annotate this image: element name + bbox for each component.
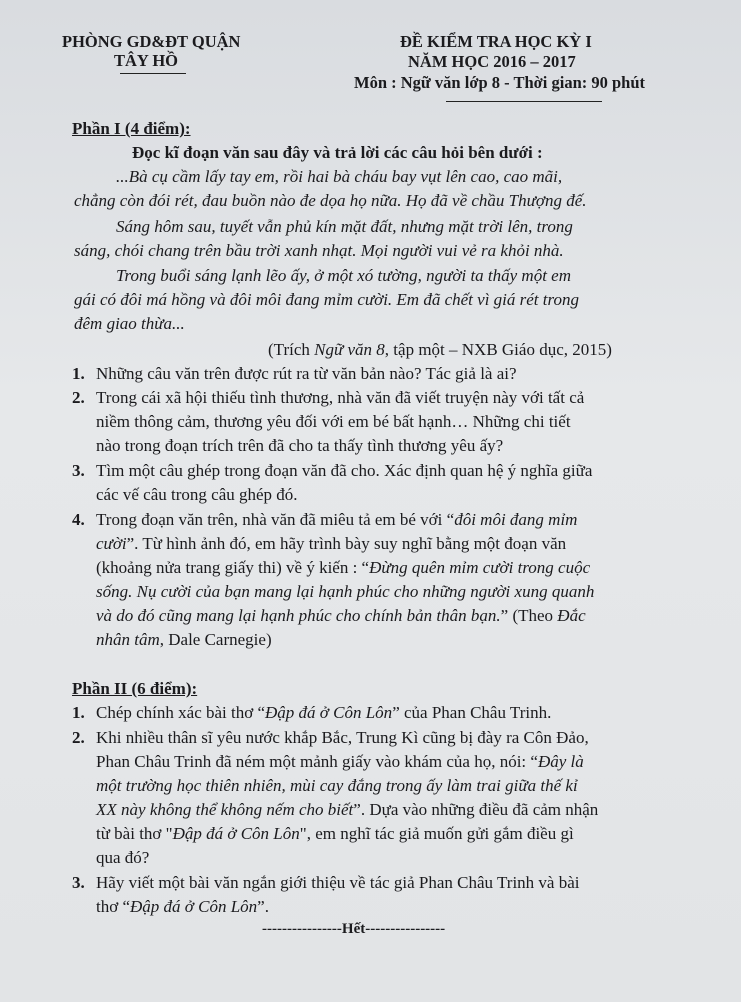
question-text: [96, 558, 590, 578]
question-text: Tìm một câu ghép trong đoạn văn đã cho. Xác định quan hệ ý nghĩa giữa: [96, 461, 593, 480]
question-text: Trong cái xã hội thiếu tình thương, nhà văn đã viết truyện này với tất cả: [96, 388, 585, 407]
passage-line: Trong buổi sáng lạnh lẽo ấy, ở một xó tường, người ta thấy một em: [116, 266, 572, 285]
passage-line: ...Bà cụ cầm lấy tay em, rồi hai bà cháu bay vụt lên cao, cao mãi,: [116, 167, 563, 186]
part2-heading: Phần II (6 điểm):: [72, 679, 198, 698]
question-text: [96, 630, 272, 650]
p2q2-quote: Đây là: [537, 752, 584, 771]
p2q3-text: ”.: [257, 897, 269, 916]
org-line1: PHÒNG GD&ĐT QUẬN: [62, 32, 241, 51]
question-text: [96, 897, 269, 917]
p2q2-text: Phan Châu Trinh đã ném một mảnh giấy vào khám của họ, nói: “: [96, 752, 538, 771]
exam-title: ĐỀ KIỂM TRA HỌC KỲ I: [400, 32, 592, 51]
question-number: 1.: [72, 364, 85, 383]
p2q3-text: thơ “: [96, 897, 131, 916]
p2q3-poem-title: Đập đá ở Côn Lôn: [130, 897, 258, 916]
question-text: Những câu văn trên được rút ra từ văn bản nào? Tác giả là ai?: [96, 364, 517, 383]
subject-underline: [446, 101, 602, 102]
passage-line: sáng, chói chang trên bầu trời xanh nhạt. Mọi người vui vẻ ra khỏi nhà.: [74, 241, 564, 260]
citation: [268, 340, 612, 360]
school-year: NĂM HỌC 2016 – 2017: [408, 52, 576, 71]
passage-line: đêm giao thừa...: [74, 314, 185, 333]
question-text: Khi nhiều thân sĩ yêu nước khắp Bắc, Trung Kì cũng bị đày ra Côn Đảo,: [96, 728, 589, 747]
question-text: Hãy viết một bài văn ngắn giới thiệu về tác giả Phan Châu Trinh và bài: [96, 873, 580, 892]
passage-line: chẳng còn đói rét, đau buồn nào đe dọa họ nữa. Họ đã về chầu Thượng đế.: [74, 191, 587, 210]
p2q2-text: ”. Dựa vào những điều đã cảm nhận: [353, 800, 599, 819]
question-number: 1.: [72, 703, 85, 722]
q4-quote: Đừng quên mỉm cười trong cuộc: [369, 558, 591, 577]
q4-text: , Dale Carnegie): [159, 630, 272, 649]
part1-heading: Phần I (4 điểm):: [72, 119, 191, 138]
passage-line: gái có đôi má hồng và đôi môi đang mỉm cười. Em đã chết vì giá rét trong: [74, 290, 579, 309]
question-text: [96, 510, 577, 530]
citation-pre: (Trích: [268, 340, 315, 359]
org-underline: [120, 73, 186, 74]
question-text: [96, 534, 566, 554]
passage-line: Sáng hôm sau, tuyết vẫn phủ kín mặt đất, nhưng mặt trời lên, trong: [116, 217, 573, 236]
question-text: [96, 800, 598, 820]
question-number: 3.: [72, 873, 85, 892]
q4-quote: nhân tâm: [96, 630, 160, 649]
p2q1-poem-title: Đập đá ở Côn Lôn: [265, 703, 393, 722]
citation-post: , tập một – NXB Giáo dục, 2015): [384, 340, 612, 359]
p2q2-text: từ bài thơ ": [96, 824, 173, 843]
p2q2-quote: XX này không thể không nếm cho biết: [96, 800, 354, 819]
q4-quote: và do đó cũng mang lại hạnh phúc cho chính bản thân bạn.: [96, 606, 501, 625]
question-text: một trường học thiên nhiên, mùi cay đắng trong ấy làm trai giữa thế kỉ: [96, 776, 578, 795]
question-text: niềm thông cảm, thương yêu đối với em bé bất hạnh… Những chi tiết: [96, 412, 571, 431]
question-text: [96, 824, 574, 844]
question-number: 3.: [72, 461, 85, 480]
p2q1-text: ” của Phan Châu Trinh.: [392, 703, 552, 722]
question-text: [96, 703, 551, 723]
question-text: qua đó?: [96, 848, 150, 867]
q4-quote: cười: [96, 534, 127, 553]
q4-text: ”. Từ hình ảnh đó, em hãy trình bày suy nghĩ bằng một đoạn văn: [126, 534, 567, 553]
q4-text: Trong đoạn văn trên, nhà văn đã miêu tả em bé với “: [96, 510, 455, 529]
citation-book: Ngữ văn 8: [314, 340, 385, 359]
question-number: 2.: [72, 388, 85, 407]
question-text: [96, 606, 586, 626]
question-text: [96, 752, 584, 772]
q4-text: (khoảng nửa trang giấy thi) về ý kiến : “: [96, 558, 370, 577]
subject-line: Môn : Ngữ văn lớp 8 - Thời gian: 90 phút: [354, 73, 646, 92]
question-text: nào trong đoạn trích trên đã cho ta thấy tình thương yêu ấy?: [96, 436, 504, 455]
end-marker: ----------------Hết----------------: [262, 921, 446, 937]
q4-text: ” (Theo: [500, 606, 558, 625]
p2q2-poem-title: Đập đá ở Côn Lôn: [172, 824, 300, 843]
p2q2-text: ", em nghĩ tác giả muốn gửi gắm điều gì: [299, 824, 574, 843]
p2q1-text: Chép chính xác bài thơ “: [96, 703, 266, 722]
org-line2: TÂY HỒ: [114, 51, 179, 70]
question-text: các vế câu trong câu ghép đó.: [96, 485, 298, 504]
q4-quote: Đắc: [557, 606, 586, 625]
q4-quote: đôi môi đang mỉm: [454, 510, 578, 529]
part1-instruction: Đọc kĩ đoạn văn sau đây và trả lời các câu hỏi bên dưới :: [132, 143, 543, 162]
question-text: sống. Nụ cười của bạn mang lại hạnh phúc cho những người xung quanh: [96, 582, 595, 601]
question-number: 2.: [72, 728, 85, 747]
question-number: 4.: [72, 510, 85, 529]
